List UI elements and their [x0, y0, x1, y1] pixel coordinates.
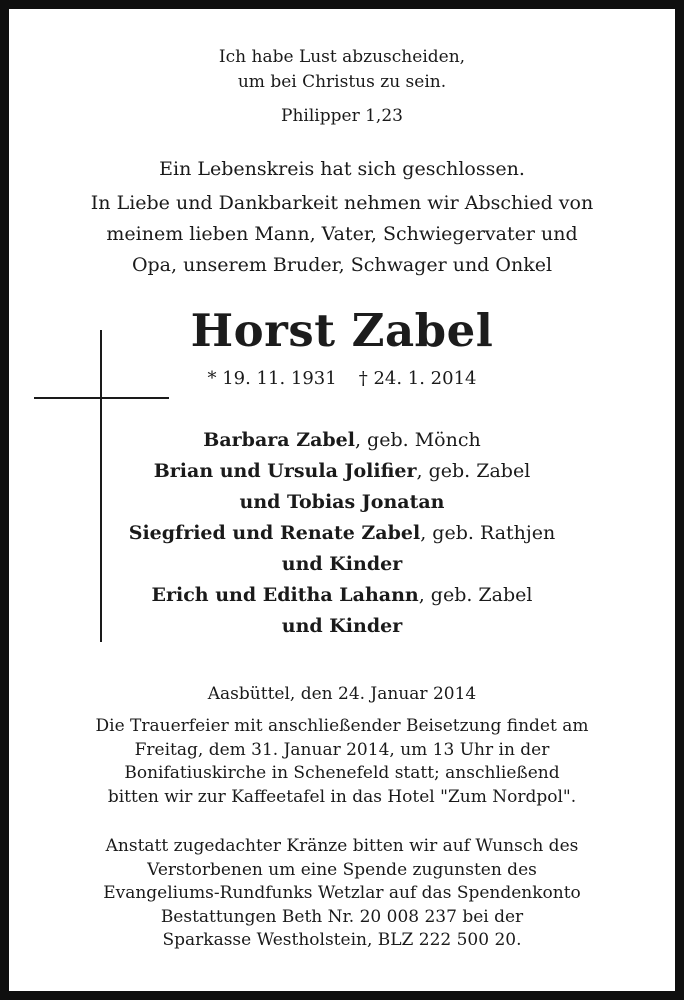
family-member: und Kinder [281, 615, 403, 637]
service-line: bitten wir zur Kaffeetafel in das Hotel "Zum Nordpol". [107, 786, 577, 807]
service-line: Bonifatiuskirche in Schenefeld statt; anschließend [124, 763, 560, 783]
birth-date: * 19. 11. 1931 [207, 368, 337, 389]
service-info [9, 715, 675, 809]
donation-line: Sparkasse Westholstein, BLZ 222 500 20. [162, 930, 522, 950]
donation-line: Verstorbenen um eine Spende zugunsten des [147, 859, 537, 880]
family-member: Erich und Editha Lahann, geb. Zabel [151, 584, 533, 606]
family-member: und Tobias Jonatan [239, 491, 445, 513]
family-member: Barbara Zabel, geb. Mönch [203, 429, 481, 451]
intro-line: In Liebe und Dankbarkeit nehmen wir Abschied von [90, 192, 594, 214]
family-member: Brian und Ursula Jolifier, geb. Zabel [153, 460, 531, 482]
service-line: Die Trauerfeier mit anschließender Beisetzung findet am [95, 716, 589, 736]
death-date: † 24. 1. 2014 [358, 368, 477, 389]
family-member: Siegfried und Renate Zabel, geb. Rathjen [128, 522, 556, 544]
donation-line: Anstatt zugedachter Kränze bitten wir auf Wunsch des [105, 836, 579, 856]
intro-line: Ein Lebenskreis hat sich geschlossen. [159, 158, 525, 180]
place-and-date: Aasbüttel, den 24. Januar 2014 [207, 684, 477, 704]
deceased-name: Horst Zabel [190, 304, 494, 357]
intro-text [9, 154, 675, 281]
verse-reference: Philipper 1,23 [281, 106, 403, 126]
bible-verse [9, 45, 675, 129]
intro-line: Opa, unserem Bruder, Schwager und Onkel [131, 254, 553, 276]
service-line: Freitag, dem 31. Januar 2014, um 13 Uhr in der [134, 739, 550, 760]
donation-line: Bestattungen Beth Nr. 20 008 237 bei der [160, 906, 524, 927]
donation-info [9, 835, 675, 953]
family-list [9, 425, 675, 642]
donation-line: Evangeliums-Rundfunks Wetzlar auf das Spendenkonto [103, 883, 581, 903]
life-dates [9, 365, 675, 393]
cross-horizontal-bar [34, 397, 169, 399]
family-member: und Kinder [281, 553, 403, 575]
verse-line: Ich habe Lust abzuscheiden, [218, 47, 466, 67]
verse-line: um bei Christus zu sein. [237, 72, 447, 92]
intro-line: meinem lieben Mann, Vater, Schwiegervater und [106, 223, 578, 245]
